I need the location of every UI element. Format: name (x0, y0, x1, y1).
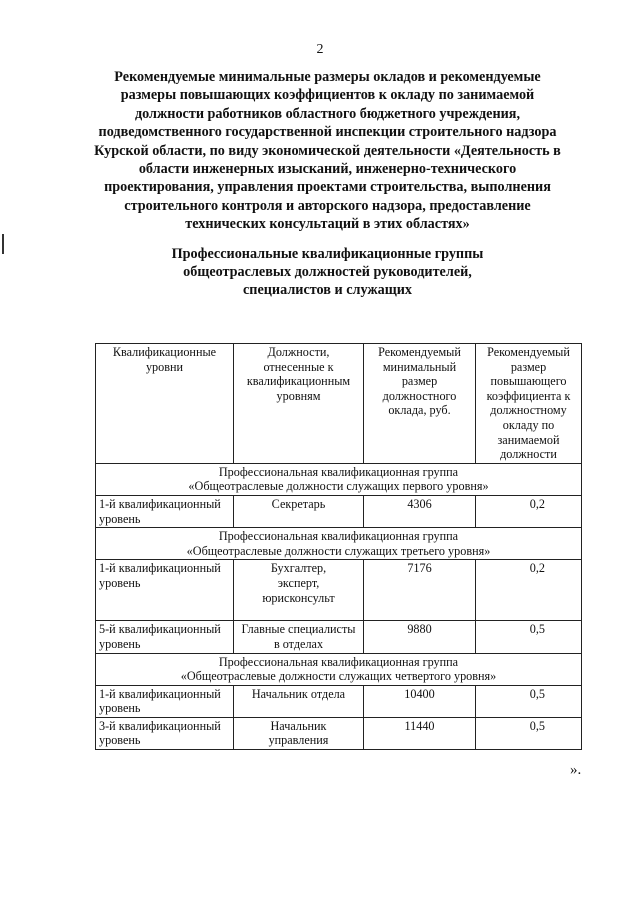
group-row (96, 463, 582, 495)
coefficient-cell: 0,5 (476, 621, 582, 653)
group-row (96, 653, 582, 685)
title-line: области инженерных изысканий, инженерно-технического (138, 161, 517, 178)
level-cell: 3-й квалификационный уровень (96, 717, 234, 749)
subtitle-line: Профессиональные квалификационные группы (171, 246, 484, 262)
closing-quote: ». (570, 762, 582, 778)
salary-cell: 10400 (364, 685, 476, 717)
table-row (96, 685, 582, 717)
level-cell: 1-й квалификационный уровень (96, 685, 234, 717)
header-positions: Должности, отнесенные к квалификационным уровням (234, 344, 364, 464)
group-title: Профессиональная квалификационная группа «Общеотраслевые должности служащих четвертого уровня» (96, 653, 582, 685)
salary-cell: 11440 (364, 717, 476, 749)
title-line: Рекомендуемые минимальные размеры окладов и рекомендуемые (114, 69, 541, 85)
level-cell: 1-й квалификационный уровень (96, 495, 234, 527)
position-cell: Бухгалтер, эксперт, юрисконсульт (234, 560, 364, 621)
salary-cell: 4306 (364, 495, 476, 527)
level-cell: 1-й квалификационный уровень (96, 560, 234, 621)
coefficient-cell: 0,2 (476, 495, 582, 527)
title-line: подведомственного государственной инспекции строительного надзора (98, 124, 557, 141)
position-cell: Начальник отдела (234, 685, 364, 717)
title-line: размеры повышающих коэффициентов к окладу по занимаемой (120, 87, 535, 104)
section-subtitle (90, 245, 565, 299)
subtitle-line: общеотраслевых должностей руководителей, (183, 264, 472, 280)
group-title: Профессиональная квалификационная группа «Общеотраслевые должности служащих третьего уровня» (96, 528, 582, 560)
salary-cell: 7176 (364, 560, 476, 621)
document-title (90, 68, 565, 234)
level-cell: 5-й квалификационный уровень (96, 621, 234, 653)
coefficient-cell: 0,5 (476, 717, 582, 749)
salary-table (95, 343, 582, 750)
table-row (96, 495, 582, 527)
title-line: технических консультаций в этих областях» (185, 216, 470, 233)
group-row (96, 528, 582, 560)
coefficient-cell: 0,5 (476, 685, 582, 717)
table-row (96, 560, 582, 621)
title-line: Курской области, по виду экономической деятельности «Деятельность в (94, 142, 561, 159)
table-row (96, 717, 582, 749)
position-cell: Начальник управления (234, 717, 364, 749)
position-cell: Главные специалисты в отделах (234, 621, 364, 653)
group-title: Профессиональная квалификационная группа «Общеотраслевые должности служащих первого уровня» (96, 463, 582, 495)
subtitle-line: специалистов и служащих (242, 282, 412, 298)
page-number: 2 (316, 42, 324, 57)
header-coefficient: Рекомендуемый размер повышающего коэффициента к должностному окладу по занимаемой должности (476, 344, 582, 464)
coefficient-cell: 0,2 (476, 560, 582, 621)
table-header-row (96, 344, 582, 464)
position-cell: Секретарь (234, 495, 364, 527)
header-salary: Рекомендуемый минимальный размер должностного оклада, руб. (364, 344, 476, 464)
title-line: проектирования, управления проектами строительства, выполнения (104, 179, 551, 196)
table-row (96, 621, 582, 653)
header-levels: Квалификационные уровни (96, 344, 234, 464)
salary-cell: 9880 (364, 621, 476, 653)
margin-mark (2, 234, 4, 254)
title-line: должности работников областного бюджетного учреждения, (134, 105, 521, 122)
title-line: строительного контроля и авторского надзора, предоставление (124, 197, 531, 214)
